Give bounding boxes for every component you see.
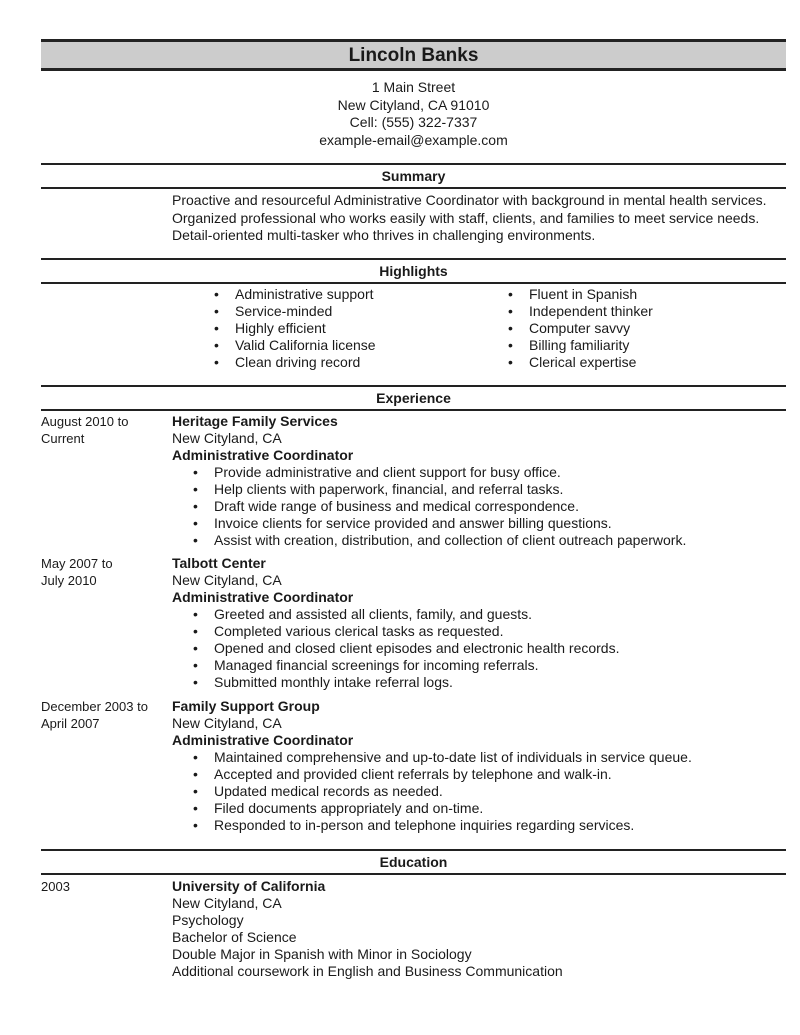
- field-of-study: Psychology: [172, 912, 244, 928]
- highlights-left-list: [193, 286, 376, 371]
- list-item: • Updated medical records as needed.: [172, 783, 786, 800]
- list-item: • Opened and closed client episodes and electronic health records.: [172, 640, 786, 657]
- experience-details: [172, 413, 786, 549]
- list-item: • Clean driving record: [193, 354, 376, 371]
- section-heading-summary: Summary: [41, 163, 786, 189]
- experience-dates: December 2003 to April 2007: [41, 699, 148, 731]
- section-heading-education: Education: [41, 849, 786, 875]
- company-location: New Cityland, CA: [172, 572, 282, 588]
- email: example-email@example.com: [319, 131, 508, 148]
- summary-text: Proactive and resourceful Administrative Coordinator with background in mental health services. Organized professional who works easily with staff, clients, and families to meet service needs. Detail-oriented multi-tasker who thrives in challenging environments.: [172, 192, 767, 243]
- list-item: • Greeted and assisted all clients, family, and guests.: [172, 606, 786, 623]
- list-item: • Help clients with paperwork, financial, and referral tasks.: [172, 481, 786, 498]
- education-detail: Double Major in Spanish with Minor in Sociology: [172, 946, 472, 962]
- job-title: Administrative Coordinator: [172, 589, 354, 605]
- school-location: New Cityland, CA: [172, 895, 282, 911]
- list-item: • Maintained comprehensive and up-to-date list of individuals in service queue.: [172, 749, 786, 766]
- experience-dates: August 2010 to Current: [41, 414, 129, 446]
- list-item: • Invoice clients for service provided and answer billing questions.: [172, 515, 786, 532]
- duties-list: [172, 749, 786, 834]
- address-line-1: 1 Main Street: [371, 79, 456, 95]
- address-line-2: New Cityland, CA 91010: [337, 96, 490, 113]
- list-item: • Submitted monthly intake referral logs.: [172, 674, 786, 691]
- company-location: New Cityland, CA: [172, 430, 282, 446]
- degree: Bachelor of Science: [172, 929, 297, 945]
- list-item: • Draft wide range of business and medical correspondence.: [172, 498, 786, 515]
- list-item: • Administrative support: [193, 286, 376, 303]
- section-heading-experience: Experience: [41, 385, 786, 411]
- list-item: • Valid California license: [193, 337, 376, 354]
- list-item: • Fluent in Spanish: [487, 286, 653, 303]
- duties-list: [172, 606, 786, 691]
- experience-dates: May 2007 to July 2010: [41, 556, 113, 588]
- experience-details: [172, 698, 786, 834]
- education-details: [172, 878, 786, 980]
- company-name: Talbott Center: [172, 555, 266, 571]
- list-item: • Service-minded: [193, 303, 376, 320]
- list-item: • Completed various clerical tasks as requested.: [172, 623, 786, 640]
- contact-block: [41, 79, 786, 149]
- name-banner: [41, 39, 786, 71]
- education-detail: Additional coursework in English and Business Communication: [172, 963, 563, 979]
- candidate-name: Lincoln Banks: [348, 45, 479, 66]
- list-item: • Billing familiarity: [487, 337, 653, 354]
- highlights-right-list: [487, 286, 653, 371]
- list-item: • Clerical expertise: [487, 354, 653, 371]
- list-item: • Filed documents appropriately and on-time.: [172, 800, 786, 817]
- phone: Cell: (555) 322-7337: [349, 114, 478, 130]
- list-item: • Highly efficient: [193, 320, 376, 337]
- education-year: 2003: [41, 879, 70, 894]
- company-name: Family Support Group: [172, 698, 320, 714]
- experience-details: [172, 555, 786, 691]
- list-item: • Managed financial screenings for incoming referrals.: [172, 657, 786, 674]
- duties-list: [172, 464, 786, 549]
- section-heading-highlights: Highlights: [41, 258, 786, 284]
- list-item: • Provide administrative and client support for busy office.: [172, 464, 786, 481]
- list-item: • Assist with creation, distribution, and collection of client outreach paperwork.: [172, 532, 786, 549]
- list-item: • Responded to in-person and telephone inquiries regarding services.: [172, 817, 786, 834]
- list-item: • Computer savvy: [487, 320, 653, 337]
- school-name: University of California: [172, 878, 326, 894]
- job-title: Administrative Coordinator: [172, 447, 354, 463]
- list-item: • Independent thinker: [487, 303, 653, 320]
- company-name: Heritage Family Services: [172, 413, 338, 429]
- list-item: • Accepted and provided client referrals by telephone and walk-in.: [172, 766, 786, 783]
- job-title: Administrative Coordinator: [172, 732, 354, 748]
- company-location: New Cityland, CA: [172, 715, 282, 731]
